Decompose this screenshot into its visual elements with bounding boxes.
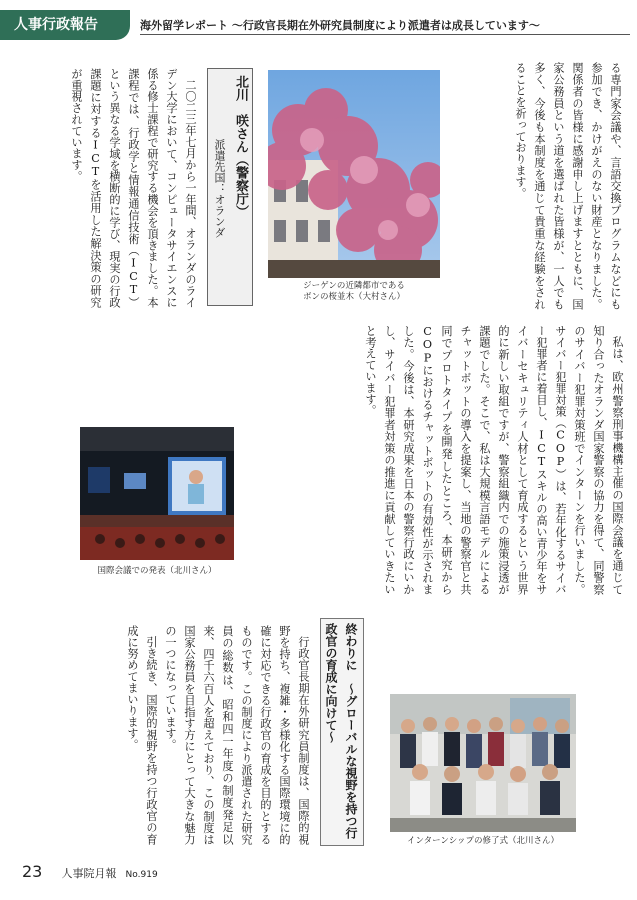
caption-line: ジーゲンの近隣都市である <box>303 281 405 291</box>
author-name: 北川 咲さん（警察庁） <box>233 75 248 218</box>
page-number: 23 <box>22 862 43 881</box>
page-footer <box>22 862 158 881</box>
caption-line: ボンの桜並木（大村さん） <box>302 292 405 302</box>
author-destination: 派遣先国：オランダ <box>213 139 226 238</box>
group-photo-image <box>390 694 576 832</box>
conference-image <box>80 427 234 560</box>
section-heading-box <box>320 618 364 846</box>
paragraph: 行政官長期在外研究員制度は、国際的視野を持ち、複雑・多様化する国際環境に的確に対応できる行政官の育成を目的とするものです。この制度により派遣された研究員の総数は、昭和四一年度の制度発足以来、四千六百人を超えており、この制度は国家公務員を目指す方にとって大きな魅力の一つになっています。 <box>164 625 310 845</box>
photo-caption-cherry <box>268 281 440 303</box>
photo-cherry-blossoms <box>268 70 440 278</box>
cherry-blossom-image <box>268 70 440 278</box>
page-header-title: 海外留学レポート 〜行政官長期在外研究員制度により派遣者は成長しています〜 <box>140 19 540 32</box>
paragraph: 私は、欧州警察刑事機構主催の国際会議を通じて知り合ったオランダ国家警察の協力を得て、同警察のサイバー犯罪対策班でインターンを行いました。サイバー犯罪対策（COP）は、若年化するサイバー犯罪者に着目し、ICTスキルの高い青少年をサイバーセキュリティ人材として育成するという世界的に新しい取組ですが、警察組織内での施策浸透が課題でした。そこで、私は大規模言語モデルによるチャットボットの導入を提案し、当地の警察官と共同でプロトタイプを開発したところ、本研究からCOPにおけるチャットボットの有効性が示されました。今後は、本研究成果を日本の警察行政にいかし、サイバー犯罪者対策の推進に貢献していきたいと考えています。 <box>364 325 624 595</box>
article-text-bottom <box>108 625 313 845</box>
paragraph: 引き続き、国際的視野を持つ行政官の育成に努めてまいります。 <box>126 625 158 845</box>
article-text-middle <box>252 325 627 595</box>
article-text-left <box>28 68 200 308</box>
paragraph: る専門家会議や、言語交換プログラムなどにも参加でき、かけがえのない財産となりました。関係者の皆様に感謝申し上げますとともに、国家公務員という道を選ばれた皆様が、一人でも多く、今後も本制度を通じて貴重な経験をされることを祈っております。 <box>514 62 622 310</box>
paragraph: 二〇二三年七月から一年間、オランダのライデン大学において、コンピュータサイエンスに係る修士課程で研究する機会を頂きました。本課程では、行政学と情報通信技術（ICT）という異なる学域を横断的に学び、現実の行政課題に対するICTを活用した解決策の研究が重視されています。 <box>70 68 197 308</box>
photo-caption-conference: 国際会議での発表（北川さん） <box>97 566 217 576</box>
article-text-top-right <box>447 62 625 310</box>
header-rule <box>140 34 630 35</box>
author-box <box>207 68 253 306</box>
photo-caption-internship: インターンシップの修了式（北川さん） <box>406 836 560 846</box>
photo-conference <box>80 427 234 560</box>
magazine-name: 人事院月報 <box>61 867 117 880</box>
issue-number: No.919 <box>125 870 158 880</box>
section-heading: 終わりに 〜グローバルな視野を持つ行政官の育成に向けて〜 <box>324 623 358 839</box>
photo-internship-group <box>390 694 576 832</box>
section-tag: 人事行政報告 <box>0 10 130 40</box>
